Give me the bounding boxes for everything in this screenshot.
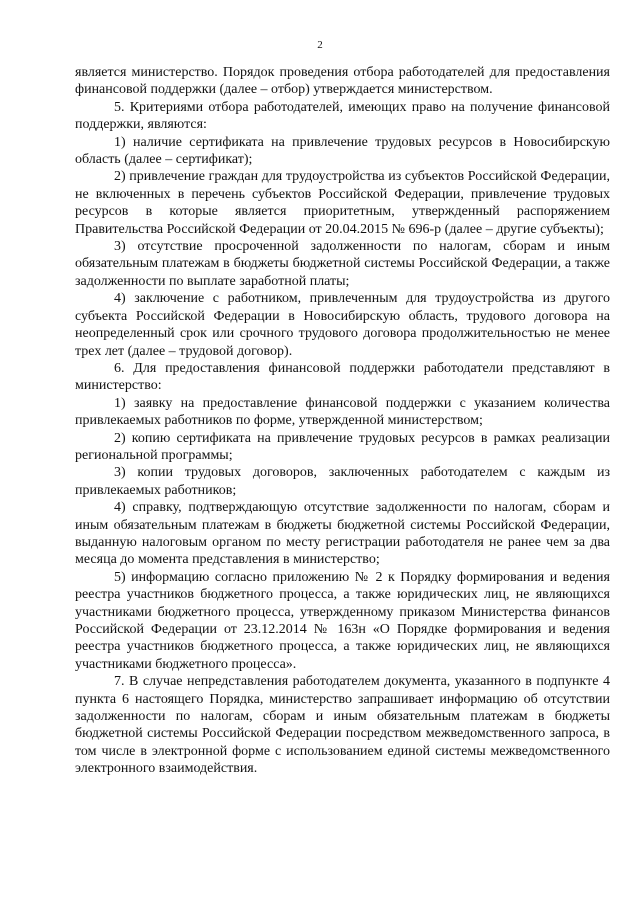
document-body — [75, 64, 610, 778]
paragraph-item-5-3: 3) отсутствие просроченной задолженности по налогам, сборам и иным обязательным платежам в бюджеты бюджетной системы Российской Федерации, а также задолженности по выплате заработной платы; — [75, 239, 610, 289]
paragraph-item-6-1: 1) заявку на предоставление финансовой поддержки с указанием количества привлекаемых работников по форме, утвержденной министерством; — [75, 395, 610, 429]
paragraph-item-6-5: 5) информацию согласно приложению № 2 к Порядку формирования и ведения реестра участников бюджетного процесса, а также юридических лиц, не являющихся участниками бюджетного процесса, утвержденному приказом Министерства финансов Российской Федерации от 23.12.2014 № 163н «О Порядке формирования и ведения реестра участников бюджетного процесса, а также юридических лиц, не являющихся участниками бюджетного процесса». — [75, 569, 610, 672]
paragraph-item-6-3: 3) копии трудовых договоров, заключенных работодателем с каждым из привлекаемых работников; — [75, 465, 610, 498]
page-number: 2 — [317, 39, 323, 51]
paragraph-item-6-2: 2) копию сертификата на привлечение трудовых ресурсов в рамках реализации региональной программы; — [75, 430, 610, 463]
paragraph-continuation: является министерство. Порядок проведения отбора работодателей для предоставления финансовой поддержки (далее – отбор) утверждается министерством. — [75, 65, 610, 98]
paragraph-item-5: 5. Критериями отбора работодателей, имеющих право на получение финансовой поддержки, являются: — [75, 99, 610, 133]
paragraph-item-6-4: 4) справку, подтверждающую отсутствие задолженности по налогам, сборам и иным обязательным платежам в бюджеты бюджетной системы Российской Федерации, выданную налоговым органом по месту регистрации работодателя не ранее чем за два месяца до момента представления в министерство; — [75, 500, 610, 568]
paragraph-item-5-4: 4) заключение с работником, привлеченным для трудоустройства из другого субъекта Российской Федерации в Новосибирскую область, трудового договора на неопределенный срок или срочного трудового договора продолжительностью не менее трех лет (далее – трудовой договор). — [75, 291, 610, 359]
paragraph-item-6: 6. Для предоставления финансовой поддержки работодатели представляют в министерство: — [75, 360, 610, 394]
paragraph-item-5-1: 1) наличие сертификата на привлечение трудовых ресурсов в Новосибирскую область (далее – сертификат); — [75, 134, 610, 168]
paragraph-item-7: 7. В случае непредставления работодателем документа, указанного в подпункте 4 пункта 6 настоящего Порядка, министерство запрашивает информацию об отсутствии задолженности по налогам, сборам и иным обязательным платежам в бюджеты бюджетной системы Российской Федерации посредством межведомственного запроса, в том числе в электронной форме с использованием единой системы межведомственного электронного взаимодействия. — [75, 674, 610, 777]
paragraph-item-5-2: 2) привлечение граждан для трудоустройства из субъектов Российской Федерации, не включенных в перечень субъектов Российской Федерации, привлечение трудовых ресурсов в которые является приоритетным, утвержденный распоряжением Правительства Российской Федерации от 20.04.2015 № 696-р (далее – другие субъекты); — [75, 169, 610, 237]
